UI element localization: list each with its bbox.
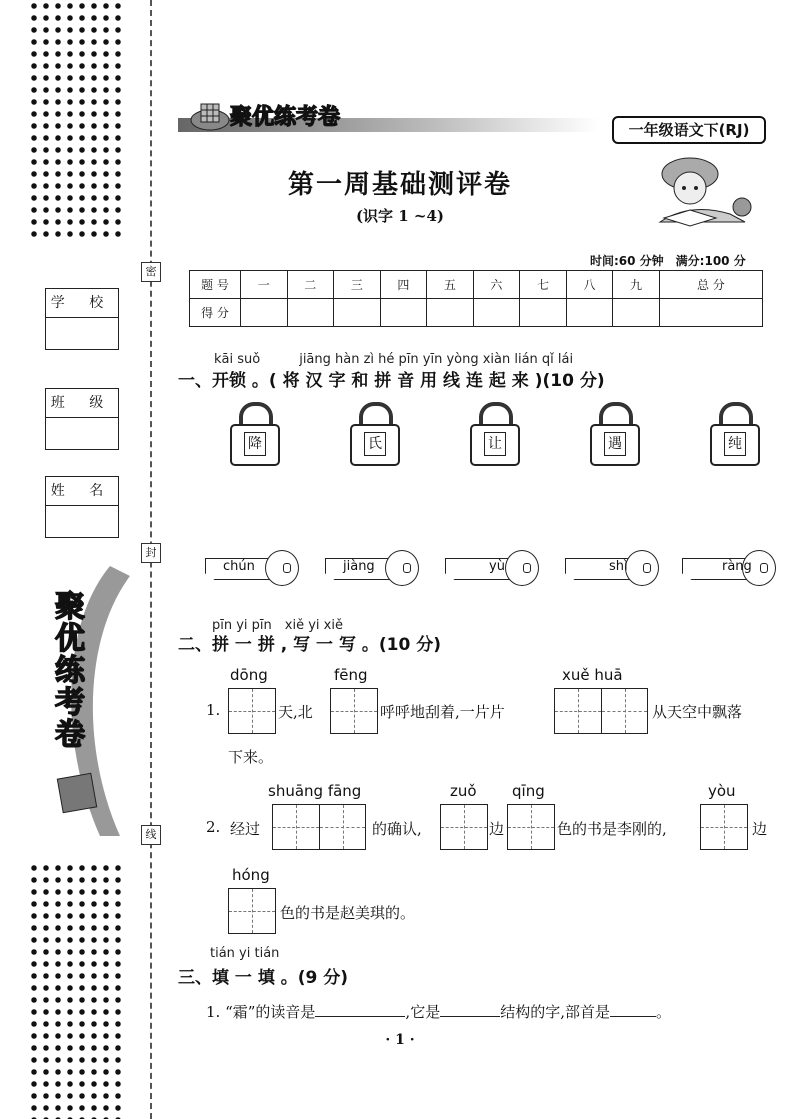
key-pinyin: chún: [223, 559, 255, 574]
score-input-cell[interactable]: [566, 299, 613, 327]
s3-q1: [206, 1001, 671, 1022]
name-field[interactable]: [45, 476, 119, 538]
score-input-cell[interactable]: [473, 299, 520, 327]
q2-text-1: 的确认,: [372, 820, 422, 838]
time-and-score-info: 时间:60 分钟 满分:100 分: [590, 254, 746, 268]
section1-pinyin: kāi suǒ jiāng hàn zì hé pīn yīn yòng xiàn lián qǐ lái: [214, 352, 574, 367]
dot-pattern-top: [28, 0, 124, 238]
q2-text-4: 边: [752, 820, 768, 838]
section3-title: 三、填 一 填 。(9 分): [178, 968, 349, 988]
q1-text-1: 天,北: [278, 703, 313, 721]
q2-text-0: 经过: [230, 820, 261, 838]
score-table-cell: 六: [473, 271, 520, 299]
s3-q1-text-a: 1. “霜”的读音是: [206, 1003, 316, 1021]
page-subtitle: (识字 1 ~4): [355, 207, 445, 225]
q1-writing-grid-3[interactable]: [554, 688, 648, 734]
score-input-cell[interactable]: [520, 299, 567, 327]
score-table-cell: 二: [287, 271, 334, 299]
lock-char: 氏: [364, 432, 386, 456]
q1-text-2: 呼呼地刮着,一片片: [380, 703, 505, 721]
section2-title: 二、拼 一 拼 , 写 一 写 。(10 分): [178, 635, 442, 655]
lock-5[interactable]: [710, 402, 760, 472]
score-input-cell[interactable]: [613, 299, 660, 327]
q1-text-4: 下来。: [228, 748, 274, 766]
seal-mi: 密: [141, 262, 161, 282]
section2-pinyin: pīn yi pīn xiě yi xiě: [212, 618, 343, 633]
key-3[interactable]: [445, 548, 539, 590]
q2-writing-grid-1[interactable]: [272, 804, 366, 850]
q2-pinyin-1: shuāng fāng: [268, 782, 362, 800]
name-label: 姓 名: [46, 477, 118, 506]
score-table-cell: 七: [520, 271, 567, 299]
q1-number: 1.: [206, 701, 221, 719]
page-title: 第一周基础测评卷: [287, 170, 512, 200]
key-pinyin: ràng: [722, 559, 752, 574]
q2-writing-grid-2[interactable]: [440, 804, 488, 850]
s3-q1-text-c: 结构的字,部首是: [500, 1003, 610, 1021]
key-4[interactable]: [565, 548, 659, 590]
lock-4[interactable]: [590, 402, 640, 472]
pronunciation-blank[interactable]: [315, 1002, 405, 1017]
score-table-cell: 得 分: [190, 299, 241, 327]
q2-pinyin-5: hóng: [232, 866, 270, 884]
section3-pinyin: tián yi tián: [210, 946, 280, 961]
structure-blank[interactable]: [440, 1002, 500, 1017]
q2-pinyin-3: qīng: [512, 782, 545, 800]
key-5[interactable]: [682, 548, 776, 590]
q1-pinyin-1: dōng: [230, 666, 268, 684]
cube-logo-icon: [190, 98, 230, 134]
brand-logo: 聚优练考卷: [230, 105, 341, 130]
q1-writing-grid-2[interactable]: [330, 688, 378, 734]
score-table-cell: 四: [380, 271, 427, 299]
lock-char: 纯: [724, 432, 746, 456]
class-label: 班 级: [46, 389, 118, 418]
school-label: 学 校: [46, 289, 118, 318]
lock-char: 遇: [604, 432, 626, 456]
score-table-header-row: [190, 271, 763, 299]
radical-blank[interactable]: [610, 1002, 656, 1017]
key-pinyin: yù: [489, 559, 505, 574]
class-field[interactable]: [45, 388, 119, 450]
girl-reading-illustration: [650, 152, 760, 232]
q2-pinyin-2: zuǒ: [450, 782, 477, 800]
q1-pinyin-3: xuě huā: [562, 666, 623, 684]
page-number: · 1 ·: [385, 1032, 415, 1048]
score-input-cell[interactable]: [659, 299, 762, 327]
q1-pinyin-2: fēng: [334, 666, 368, 684]
score-input-cell[interactable]: [241, 299, 288, 327]
score-table-cell: 题 号: [190, 271, 241, 299]
score-input-cell[interactable]: [287, 299, 334, 327]
q2-number: 2.: [206, 818, 221, 836]
score-table-cell: 八: [566, 271, 613, 299]
q2-text-5: 色的书是赵美琪的。: [280, 904, 416, 922]
q2-writing-grid-5[interactable]: [228, 888, 276, 934]
key-pinyin: jiàng: [343, 559, 375, 574]
seal-feng: 封: [141, 543, 161, 563]
q2-writing-grid-4[interactable]: [700, 804, 748, 850]
lock-char: 降: [244, 432, 266, 456]
score-input-cell[interactable]: [427, 299, 474, 327]
q2-text-3: 色的书是李刚的,: [557, 820, 667, 838]
lock-char: 让: [484, 432, 506, 456]
s3-q1-text-d: 。: [655, 1003, 671, 1021]
grade-badge: 一年级语文下(RJ): [612, 116, 766, 144]
lock-1[interactable]: [230, 402, 280, 472]
dot-pattern-bottom: [28, 862, 124, 1119]
q2-pinyin-4: yòu: [708, 782, 736, 800]
vertical-brand: 聚优练考卷: [49, 590, 84, 750]
score-table-cell: 九: [613, 271, 660, 299]
q2-text-2: 边: [489, 820, 505, 838]
section1-title: 一、开锁 。( 将 汉 字 和 拼 音 用 线 连 起 来 )(10 分): [178, 371, 605, 391]
score-table-cell: 总 分: [659, 271, 762, 299]
score-input-cell[interactable]: [380, 299, 427, 327]
score-table-cell: 三: [334, 271, 381, 299]
key-pinyin: shì: [609, 559, 628, 574]
school-field[interactable]: [45, 288, 119, 350]
score-table-score-row: [190, 299, 763, 327]
score-table-cell: 五: [427, 271, 474, 299]
score-table-cell: 一: [241, 271, 288, 299]
key-1[interactable]: [205, 548, 299, 590]
lock-2[interactable]: [350, 402, 400, 472]
lock-3[interactable]: [470, 402, 520, 472]
score-input-cell[interactable]: [334, 299, 381, 327]
seal-xian: 线: [141, 825, 161, 845]
q1-writing-grid-1[interactable]: [228, 688, 276, 734]
s3-q1-text-b: ,它是: [405, 1003, 441, 1021]
score-table: [189, 270, 763, 327]
q1-text-3: 从天空中飘落: [652, 703, 743, 721]
q2-writing-grid-3[interactable]: [507, 804, 555, 850]
key-2[interactable]: [325, 548, 419, 590]
